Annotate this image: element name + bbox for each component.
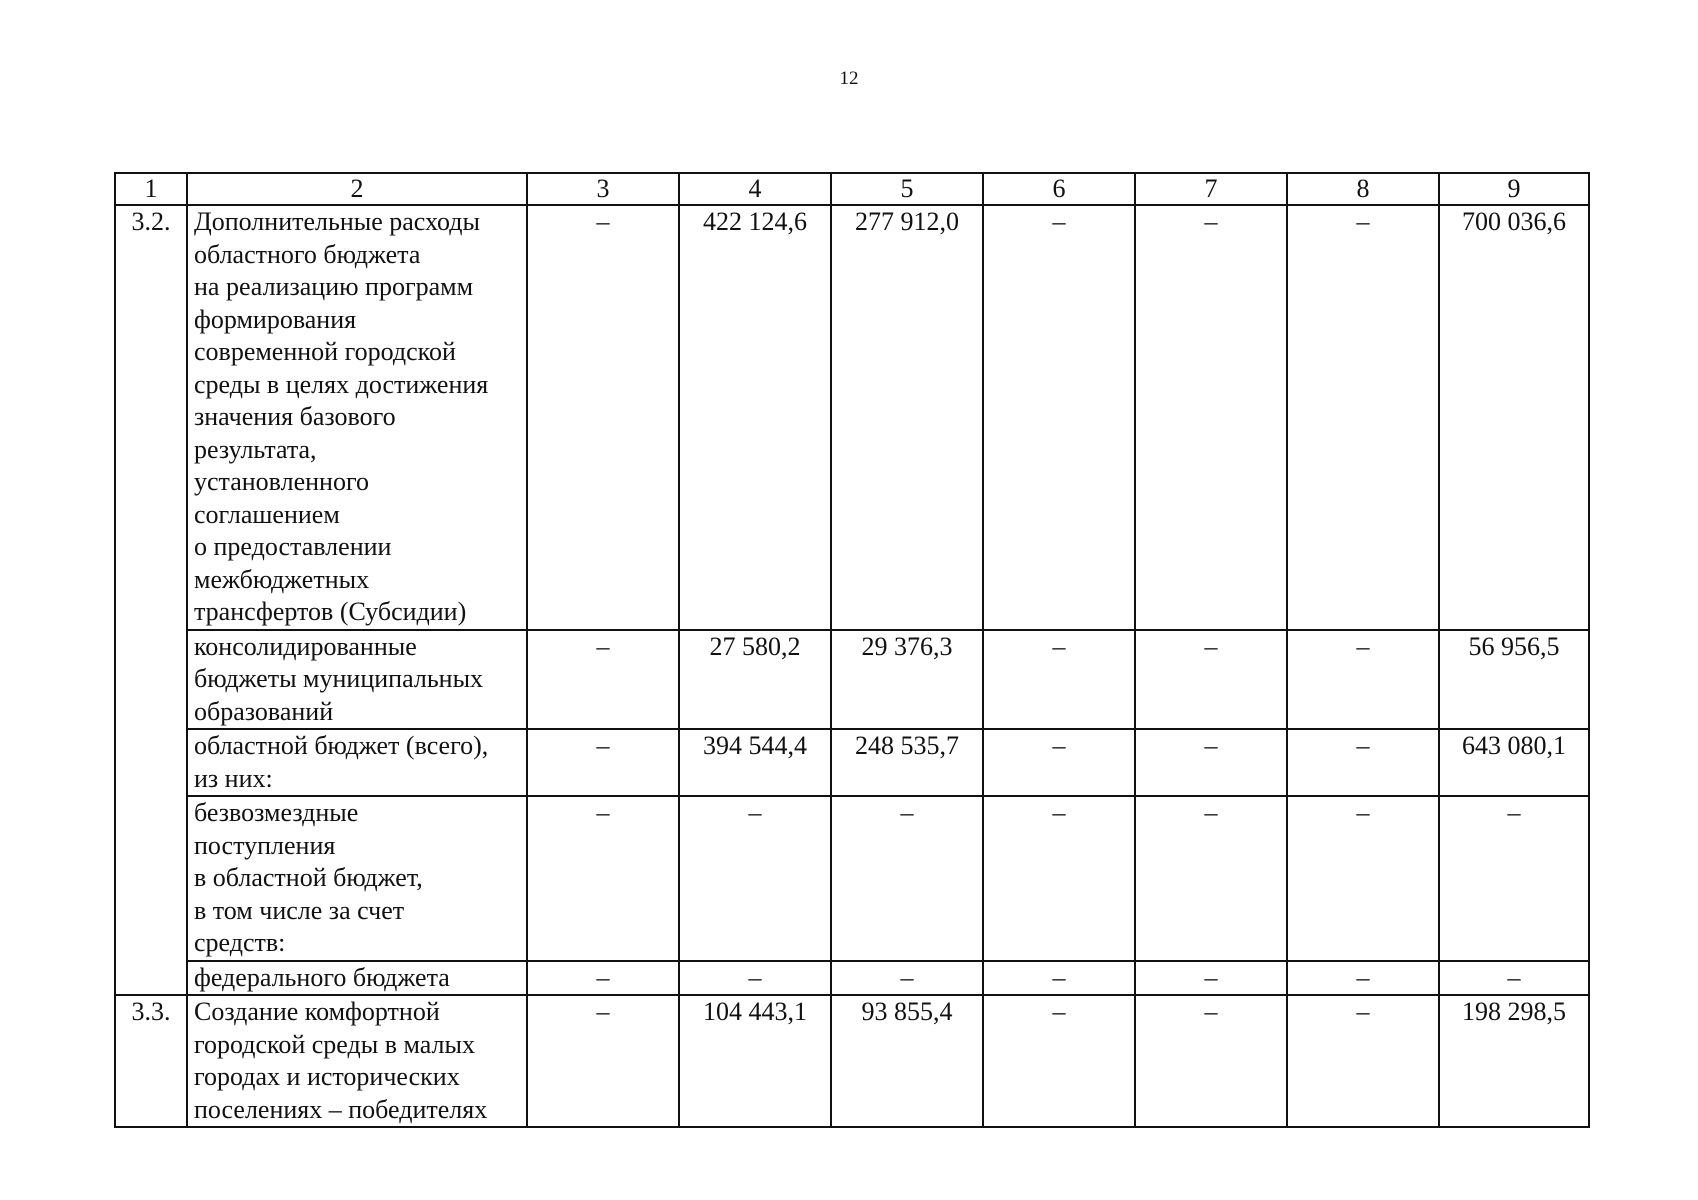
cell-value: 27 580,2 <box>679 630 831 730</box>
row-index: 3.2. <box>115 205 187 995</box>
row-name: консолидированные бюджеты муниципальных образований <box>187 630 527 730</box>
cell-value: – <box>527 630 679 730</box>
cell-value: 198 298,5 <box>1439 995 1589 1127</box>
cell-value: – <box>1287 205 1439 630</box>
cell-value: 394 544,4 <box>679 729 831 796</box>
cell-value: – <box>983 729 1135 796</box>
cell-value: 643 080,1 <box>1439 729 1589 796</box>
cell-value: – <box>1439 796 1589 961</box>
cell-value: 700 036,6 <box>1439 205 1589 630</box>
table-row <box>115 995 1589 1127</box>
column-number: 5 <box>831 173 983 205</box>
cell-value: – <box>679 961 831 996</box>
cell-value: 29 376,3 <box>831 630 983 730</box>
row-name: областной бюджет (всего), из них: <box>187 729 527 796</box>
cell-value: – <box>1135 796 1287 961</box>
column-number-row <box>115 173 1589 205</box>
column-number: 7 <box>1135 173 1287 205</box>
cell-value: 248 535,7 <box>831 729 983 796</box>
column-number: 9 <box>1439 173 1589 205</box>
cell-value: – <box>1135 205 1287 630</box>
column-number: 2 <box>187 173 527 205</box>
row-name: Создание комфортной городской среды в малых городах и исторических поселениях – победителях <box>187 995 527 1127</box>
row-name: федерального бюджета <box>187 961 527 996</box>
cell-value: – <box>527 961 679 996</box>
row-name: Дополнительные расходы областного бюджета на реализацию программ формирования современной городской среды в целях достижения значения базового результата, установленного соглашением о предоставлении межбюджетных трансфертов (Субсидии) <box>187 205 527 630</box>
cell-value: – <box>1135 630 1287 730</box>
cell-value: 104 443,1 <box>679 995 831 1127</box>
cell-value: – <box>1287 630 1439 730</box>
column-number: 4 <box>679 173 831 205</box>
table-row <box>115 205 1589 630</box>
cell-value: – <box>983 961 1135 996</box>
cell-value: – <box>1287 961 1439 996</box>
cell-value: 56 956,5 <box>1439 630 1589 730</box>
cell-value: 422 124,6 <box>679 205 831 630</box>
table-row <box>115 630 1589 730</box>
column-number: 3 <box>527 173 679 205</box>
cell-value: – <box>527 796 679 961</box>
table-row <box>115 796 1589 961</box>
cell-value: – <box>831 796 983 961</box>
table-row <box>115 961 1589 996</box>
cell-value: – <box>1135 995 1287 1127</box>
cell-value: – <box>1439 961 1589 996</box>
cell-value: – <box>527 995 679 1127</box>
table-row <box>115 729 1589 796</box>
cell-value: – <box>679 796 831 961</box>
column-number: 8 <box>1287 173 1439 205</box>
cell-value: 93 855,4 <box>831 995 983 1127</box>
cell-value: – <box>1287 796 1439 961</box>
column-number: 1 <box>115 173 187 205</box>
cell-value: – <box>1287 995 1439 1127</box>
cell-value: – <box>983 995 1135 1127</box>
cell-value: – <box>527 205 679 630</box>
row-name: безвозмездные поступления в областной бюджет, в том числе за счет средств: <box>187 796 527 961</box>
row-index: 3.3. <box>115 995 187 1127</box>
cell-value: – <box>527 729 679 796</box>
budget-table <box>114 172 1590 1128</box>
cell-value: – <box>983 630 1135 730</box>
cell-value: – <box>1135 961 1287 996</box>
cell-value: – <box>983 796 1135 961</box>
column-number: 6 <box>983 173 1135 205</box>
cell-value: – <box>1135 729 1287 796</box>
cell-value: – <box>1287 729 1439 796</box>
cell-value: – <box>983 205 1135 630</box>
page-number: 12 <box>839 68 859 89</box>
cell-value: – <box>831 961 983 996</box>
cell-value: 277 912,0 <box>831 205 983 630</box>
